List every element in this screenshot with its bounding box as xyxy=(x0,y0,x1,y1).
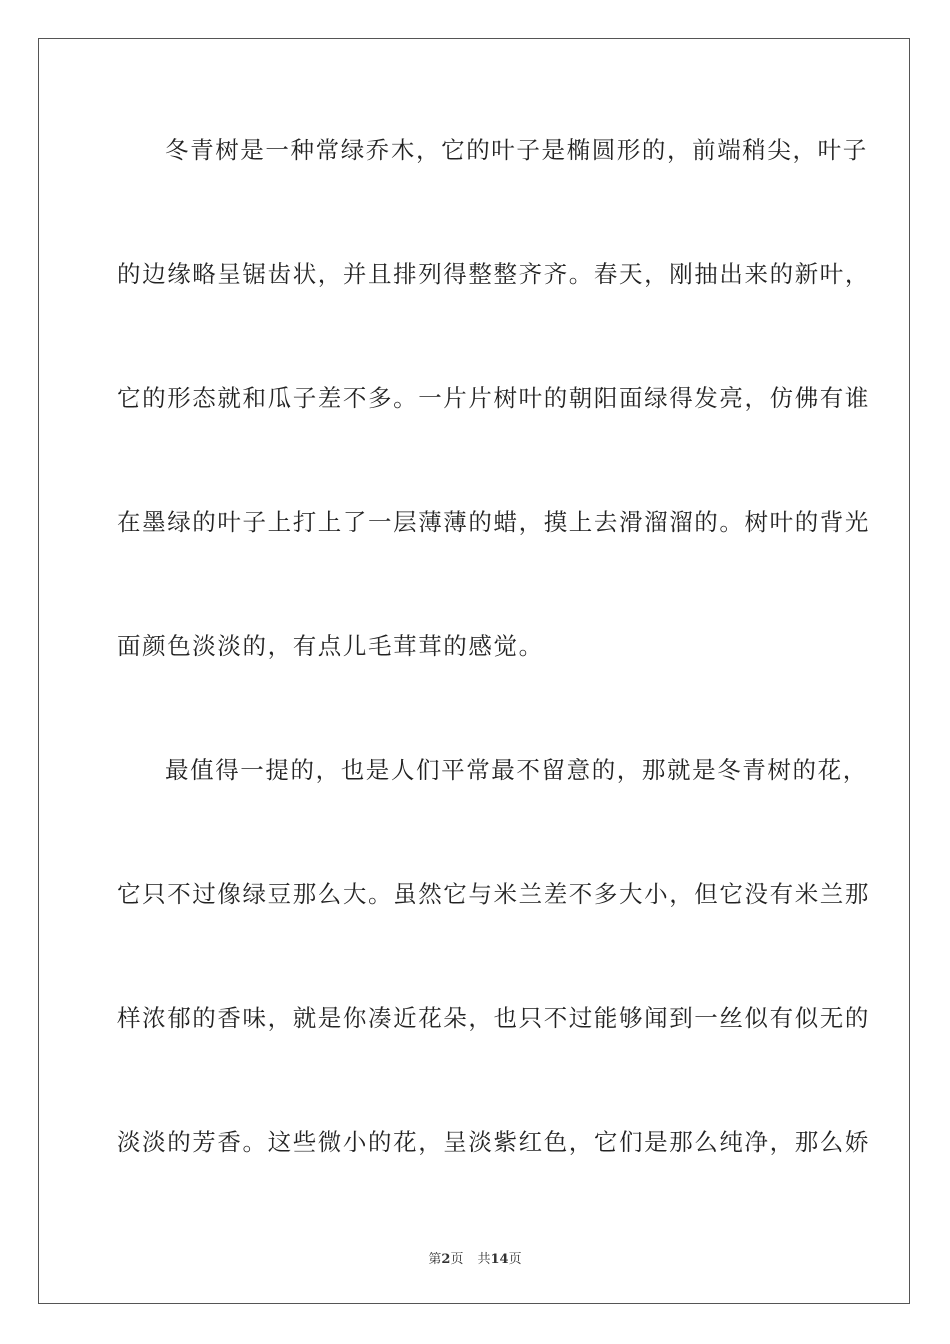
page-border xyxy=(38,38,910,1304)
page-prefix: 第 xyxy=(428,1252,442,1267)
page-number: 2 xyxy=(441,1252,451,1267)
paragraph-1-line-2: 的边缘略呈锯齿状，并且排列得整整齐齐。春天，刚抽出来的新叶， xyxy=(117,260,870,288)
total-prefix: 共 xyxy=(477,1252,491,1267)
paragraph-1-line-5: 面颜色淡淡的，有点儿毛茸茸的感觉。 xyxy=(117,632,544,660)
paragraph-1-line-4: 在墨绿的叶子上打上了一层薄薄的蜡，摸上去滑溜溜的。树叶的背光 xyxy=(117,508,870,536)
paragraph-1-line-3: 它的形态就和瓜子差不多。一片片树叶的朝阳面绿得发亮，仿佛有谁 xyxy=(117,384,870,412)
paragraph-2-line-2: 它只不过像绿豆那么大。虽然它与米兰差不多大小，但它没有米兰那 xyxy=(117,880,870,908)
paragraph-2-line-1: 最值得一提的，也是人们平常最不留意的，那就是冬青树的花， xyxy=(165,756,868,784)
paragraph-1-line-1: 冬青树是一种常绿乔木，它的叶子是椭圆形的，前端稍尖，叶子 xyxy=(165,136,868,164)
paragraph-2-line-4: 淡淡的芳香。这些微小的花，呈淡紫红色，它们是那么纯净，那么娇 xyxy=(117,1128,870,1156)
page-suffix: 页 xyxy=(450,1252,464,1267)
total-pages: 14 xyxy=(490,1252,509,1267)
total-suffix: 页 xyxy=(508,1252,522,1267)
paragraph-2-line-3: 样浓郁的香味，就是你凑近花朵，也只不过能够闻到一丝似有似无的 xyxy=(117,1004,870,1032)
page-footer xyxy=(0,1248,950,1267)
